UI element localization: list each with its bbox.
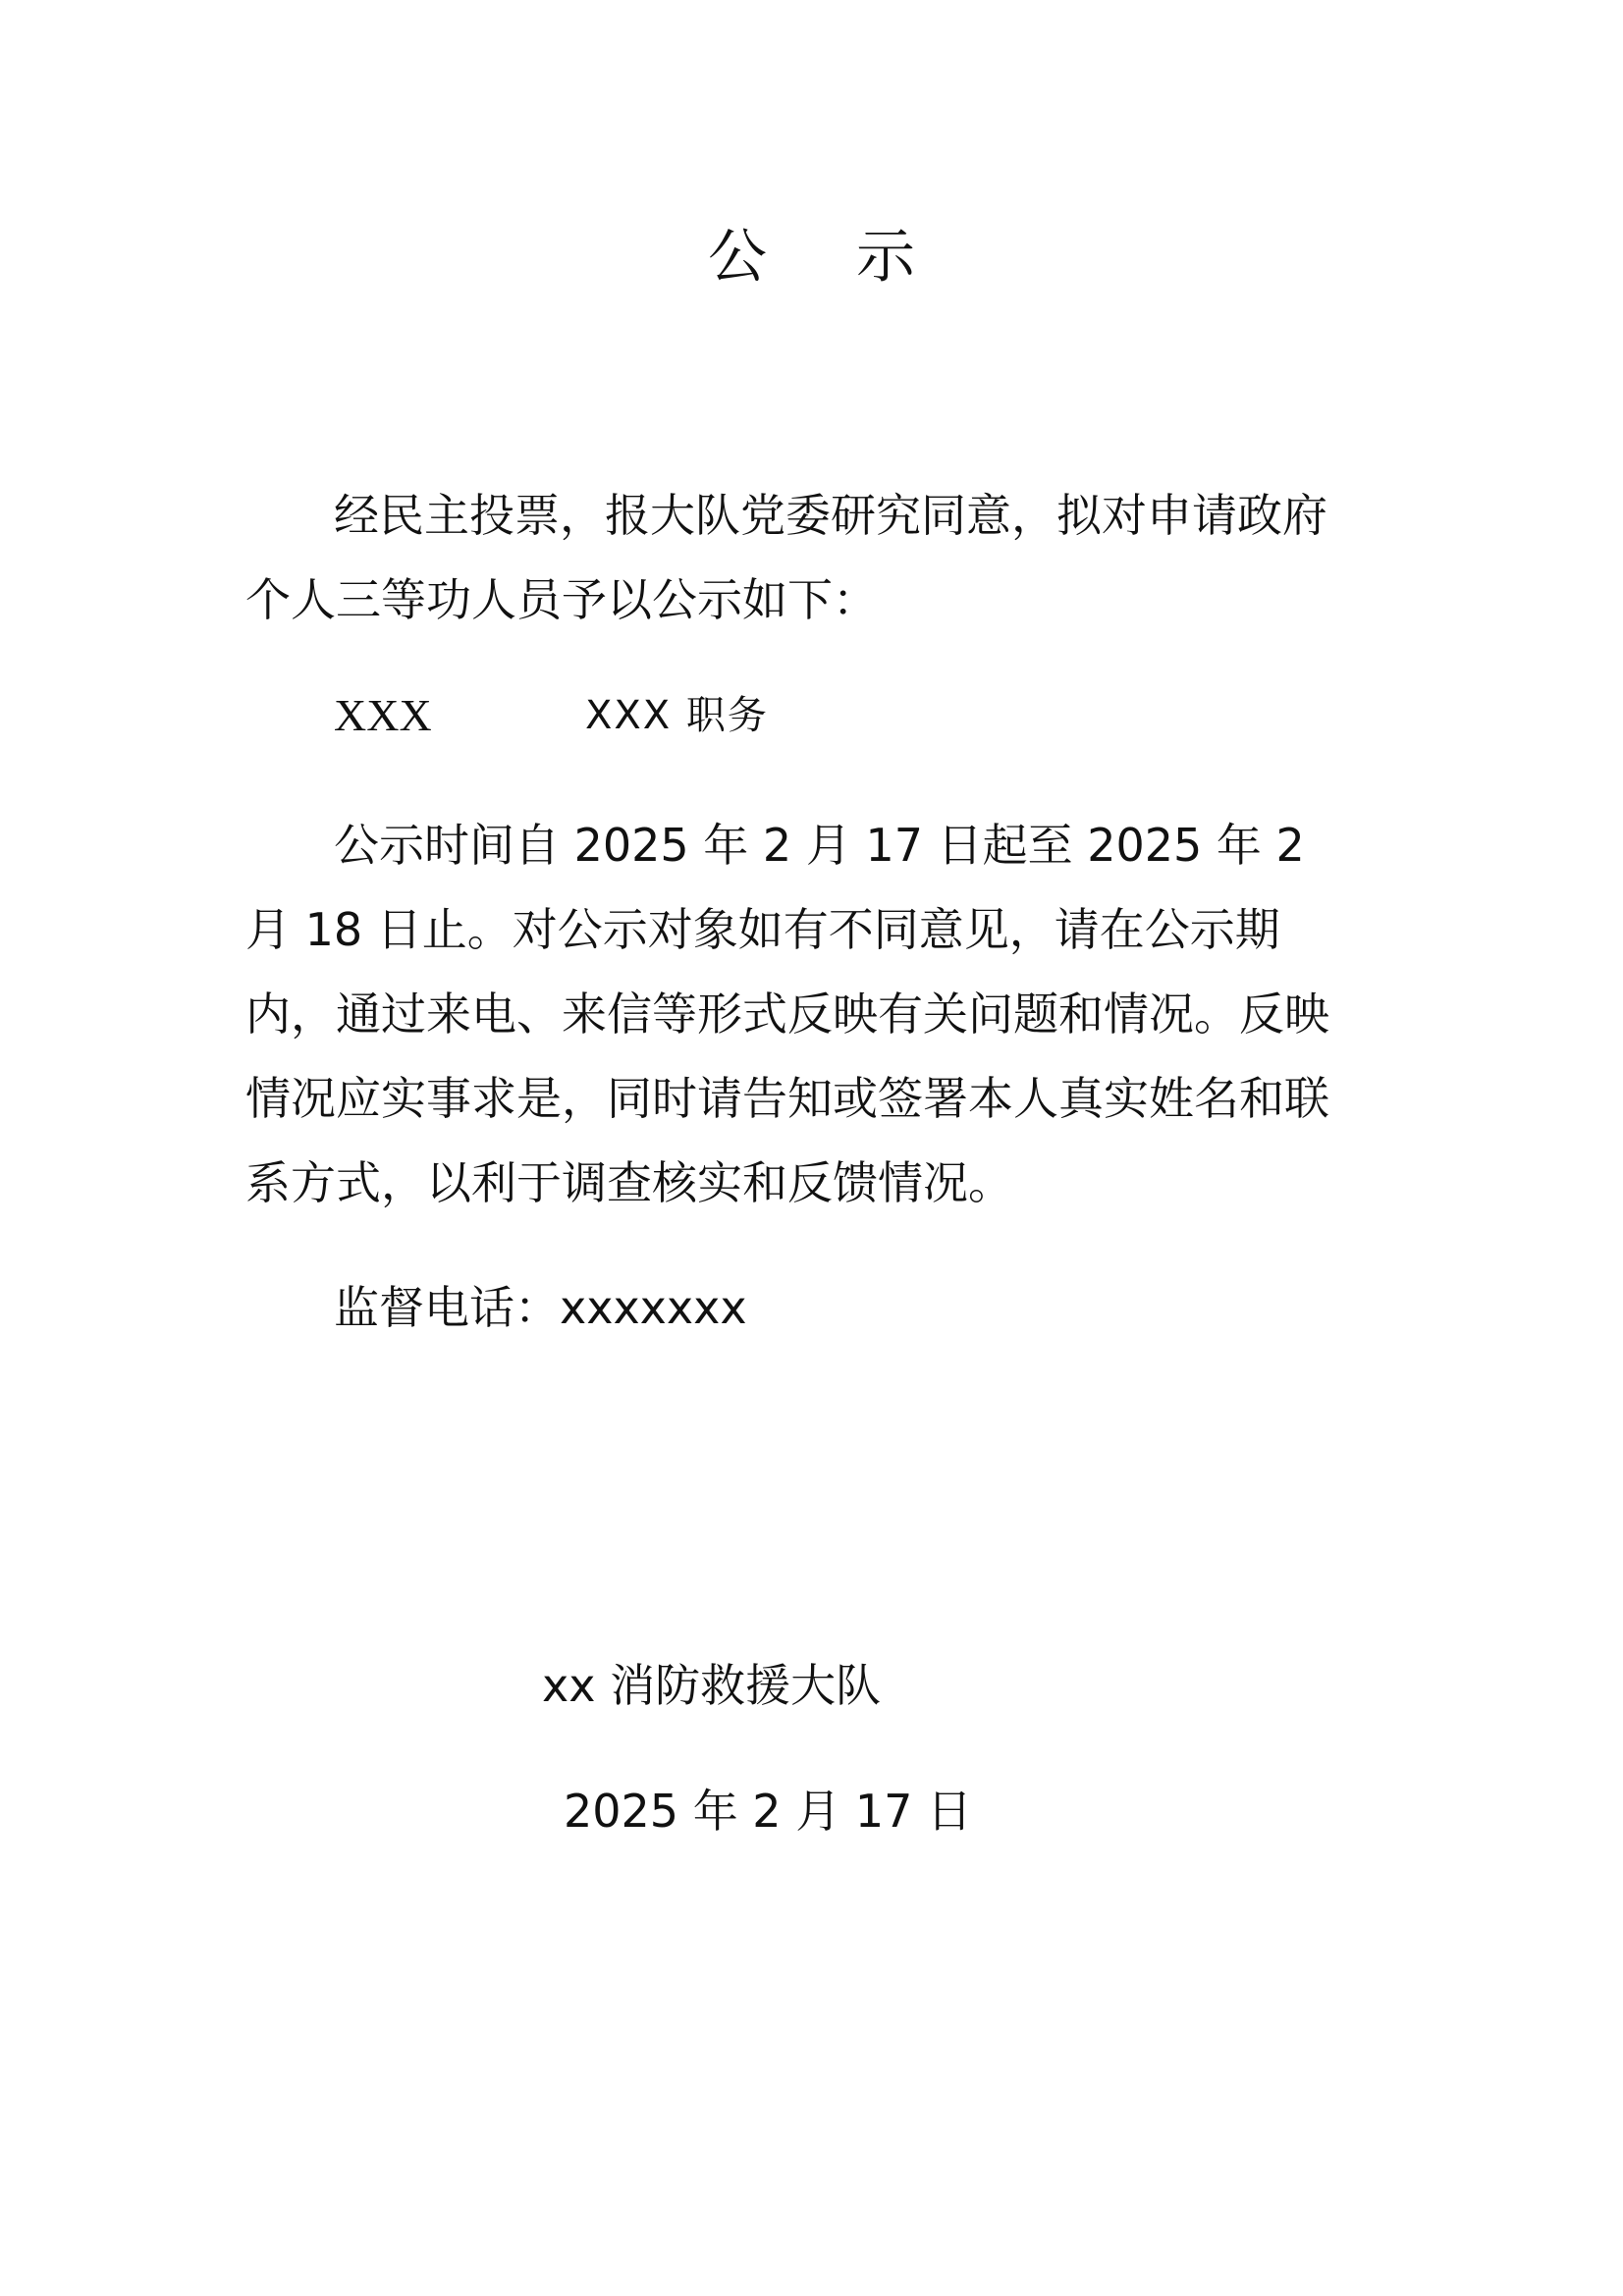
person-position: XXX 职务 <box>585 693 769 738</box>
page-title: 公 示 <box>707 223 951 292</box>
intro-paragraph: 经民主投票，报大队党委研究同意，拟对申请政府个人三等功人员予以公示如下： <box>245 489 1327 626</box>
supervision-phone: 监督电话：xxxxxxx <box>334 1281 747 1334</box>
notice-paragraph: 公示时间自 2025 年 2 月 17 日起至 2025 年 2 月 18 日止。对公示对象如有不同意见，请在公示期内，通过来电、来信等形式反映有关问题和情况。反映情况应实事求是，同时请告知或签署本人真实姓名和联系方式，以利于调查核实和反馈情况。 <box>245 819 1329 1209</box>
signature-organization: xx 消防救援大队 <box>542 1659 882 1712</box>
person-name: XXX <box>334 690 432 740</box>
signature-date: 2025 年 2 月 17 日 <box>564 1785 972 1838</box>
